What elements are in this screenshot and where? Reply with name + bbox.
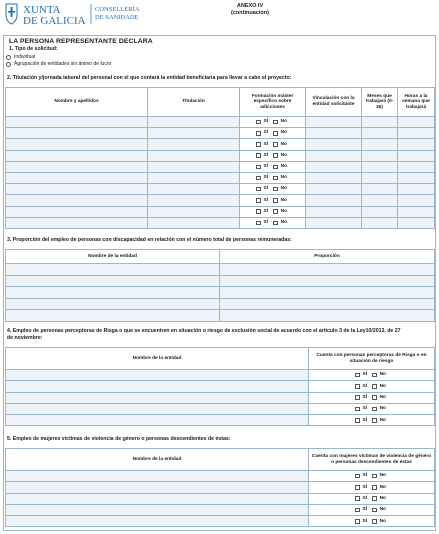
entity-field[interactable] [6,264,220,276]
yes-no-choice [310,384,433,390]
yes-label: SÍ [362,406,368,412]
svg-text:DE GALICIA: DE GALICIA [23,15,86,26]
hours-field[interactable] [398,161,435,172]
yes-checkbox[interactable] [256,187,261,192]
yes-label: SÍ [362,473,368,479]
link-field[interactable] [306,161,362,172]
radio-option-individual[interactable] [6,54,35,60]
yes-no-choice [310,418,433,424]
table-row [6,150,435,161]
yes-label: SÍ [263,208,269,214]
staff-table [5,87,435,229]
no-label: No [379,406,386,412]
table-row [6,275,435,287]
proportion-field[interactable] [220,287,435,299]
radio-button[interactable] [6,55,11,60]
months-field[interactable] [362,195,398,206]
table-row [6,370,435,381]
link-field[interactable] [306,217,362,228]
name-field[interactable] [6,117,148,128]
no-label: No [280,130,287,136]
table-row [6,161,435,172]
yes-no-choice [241,220,304,226]
annex-title: ANEXO IV [236,3,264,9]
yes-label: SÍ [263,141,269,147]
coat-of-arms-icon [6,4,17,24]
yes-checkbox[interactable] [355,474,360,479]
degree-field[interactable] [148,150,240,161]
col-header-link: Vinculación con la entidad solicitante [306,88,362,117]
master-choice [240,217,306,228]
yes-label: SÍ [263,219,269,225]
no-checkbox[interactable] [273,120,278,125]
risga-choice [309,370,435,381]
annex-subtitle: (continuación) [231,10,269,16]
months-field[interactable] [362,139,398,150]
yes-checkbox[interactable] [256,153,261,158]
yes-checkbox[interactable] [355,418,360,423]
annex-heading [220,3,280,17]
degree-field[interactable] [148,172,240,183]
degree-field[interactable] [148,217,240,228]
entity-field[interactable] [6,275,220,287]
months-field[interactable] [362,128,398,139]
yes-checkbox[interactable] [256,198,261,203]
table-row [6,392,435,403]
victims-choice [309,471,435,482]
svg-text:XUNTA: XUNTA [23,4,61,16]
name-field[interactable] [6,128,148,139]
master-choice [240,161,306,172]
no-checkbox[interactable] [372,407,377,412]
yes-checkbox[interactable] [256,142,261,147]
table-row [6,184,435,195]
no-label: No [379,518,386,524]
yes-label: SÍ [263,130,269,136]
name-field[interactable] [6,161,148,172]
no-label: No [280,219,287,225]
hours-field[interactable] [398,172,435,183]
gender-violence-table [5,448,435,527]
yes-no-choice [241,164,304,170]
section4-title-line1: 4. Empleo de personas perceptoras de Risga o que se encuentren en situación o riesgo de exclusión social de acuerdo con el artículo 3 de la Ley10/2013, de 27 [7,328,401,334]
no-label: No [280,186,287,192]
degree-field[interactable] [148,195,240,206]
link-field[interactable] [306,195,362,206]
no-label: No [379,383,386,389]
degree-field[interactable] [148,184,240,195]
table-row [6,128,435,139]
entity-field[interactable] [6,287,220,299]
yes-no-choice [310,395,433,401]
yes-no-choice [310,485,433,491]
degree-field[interactable] [148,128,240,139]
table-row [6,516,435,527]
yes-no-choice [241,198,304,204]
yes-checkbox[interactable] [355,384,360,389]
entity-field[interactable] [6,310,220,322]
no-checkbox[interactable] [372,496,377,501]
xunta-logo [3,2,173,26]
radio-option-agrupacion[interactable] [6,61,111,67]
months-field[interactable] [362,161,398,172]
months-field[interactable] [362,206,398,217]
no-checkbox[interactable] [372,395,377,400]
radio-button[interactable] [6,62,11,67]
col-header-name: Nombre y apellidos [6,88,148,117]
victims-choice [309,493,435,504]
no-checkbox[interactable] [372,485,377,490]
yes-no-choice [310,406,433,412]
table-row [6,298,435,310]
yes-label: SÍ [362,507,368,513]
yes-no-choice [241,119,304,125]
yes-label: SÍ [263,175,269,181]
col-header-hours: Horas a la semana que trabajará [398,88,435,117]
link-field[interactable] [306,172,362,183]
yes-no-choice [310,372,433,378]
yes-label: SÍ [263,197,269,203]
table-row [6,471,435,482]
name-field[interactable] [6,217,148,228]
section2-title: 2. Titulación y/jornada laboral del personal con el que contará la entidad beneficiaria para llevar a cabo el proyecto: [7,75,292,81]
table-row [6,482,435,493]
svg-text:CONSELLERÍA: CONSELLERÍA [95,6,140,13]
yes-no-choice [241,186,304,192]
col-header-entity: Nombre de la entidad [6,348,309,370]
no-checkbox[interactable] [273,221,278,226]
col-header-proportion: Proporción [220,250,435,264]
col-header-degree: Titulación [148,88,240,117]
risga-choice [309,381,435,392]
link-field[interactable] [306,150,362,161]
table-row [6,381,435,392]
link-field[interactable] [306,184,362,195]
proportion-field[interactable] [220,310,435,322]
col-header-entity: Nombre de la entidad [6,250,220,264]
table-row [6,504,435,515]
entity-field[interactable] [6,381,309,392]
yes-no-choice [241,130,304,136]
no-checkbox[interactable] [273,165,278,170]
risga-choice [309,403,435,414]
yes-checkbox[interactable] [355,407,360,412]
table-row [6,493,435,504]
yes-no-choice [310,507,433,513]
no-checkbox[interactable] [372,474,377,479]
entity-field[interactable] [6,370,309,381]
yes-no-choice [241,153,304,159]
yes-no-choice [310,519,433,525]
entity-field[interactable] [6,403,309,414]
no-checkbox[interactable] [372,418,377,423]
no-checkbox[interactable] [273,131,278,136]
no-checkbox[interactable] [273,153,278,158]
no-label: No [379,484,386,490]
no-label: No [280,208,287,214]
radio-label: Individual [14,54,36,60]
entity-field[interactable] [6,482,309,493]
no-checkbox[interactable] [372,508,377,513]
table-row [6,217,435,228]
no-checkbox[interactable] [273,198,278,203]
yes-label: SÍ [362,495,368,501]
hours-field[interactable] [398,184,435,195]
master-choice [240,184,306,195]
table-row [6,172,435,183]
yes-checkbox[interactable] [355,496,360,501]
proportion-field[interactable] [220,275,435,287]
link-field[interactable] [306,128,362,139]
no-label: No [379,495,386,501]
yes-checkbox[interactable] [256,120,261,125]
table-row [6,264,435,276]
document-header [0,0,439,30]
hours-field[interactable] [398,139,435,150]
no-label: No [280,119,287,125]
table-row [6,403,435,414]
col-header-entity: Nombre de la entidad [6,449,309,471]
victims-choice [309,516,435,527]
master-choice [240,117,306,128]
yes-checkbox[interactable] [355,373,360,378]
yes-no-choice [241,175,304,181]
section1-title: 1. Tipo de solicitud: [9,46,58,52]
yes-checkbox[interactable] [256,131,261,136]
svg-text:DE SANIDADE: DE SANIDADE [95,14,139,21]
yes-checkbox[interactable] [256,176,261,181]
victims-choice [309,504,435,515]
name-field[interactable] [6,150,148,161]
no-checkbox[interactable] [372,373,377,378]
table-row [6,310,435,322]
section4-title-line2: de noviembre: [7,335,43,341]
yes-label: SÍ [362,383,368,389]
yes-label: SÍ [362,518,368,524]
yes-label: SÍ [362,484,368,490]
yes-checkbox[interactable] [355,508,360,513]
no-checkbox[interactable] [273,142,278,147]
no-label: No [280,197,287,203]
no-label: No [280,141,287,147]
no-checkbox[interactable] [273,187,278,192]
link-field[interactable] [306,206,362,217]
hours-field[interactable] [398,117,435,128]
yes-checkbox[interactable] [355,485,360,490]
no-label: No [379,394,386,400]
hours-field[interactable] [398,217,435,228]
name-field[interactable] [6,139,148,150]
no-label: No [280,164,287,170]
hours-field[interactable] [398,206,435,217]
entity-field[interactable] [6,493,309,504]
col-header-victims: Cuenta con mujeres víctimas de violencia de género o personas descendientes de éstas [309,449,435,471]
victims-choice [309,482,435,493]
col-header-months: Meses que trabajará (0-36) [362,88,398,117]
months-field[interactable] [362,117,398,128]
degree-field[interactable] [148,139,240,150]
disability-table [5,249,435,322]
yes-label: SÍ [263,186,269,192]
yes-label: SÍ [263,164,269,170]
entity-field[interactable] [6,392,309,403]
entity-field[interactable] [6,471,309,482]
entity-field[interactable] [6,298,220,310]
yes-checkbox[interactable] [256,221,261,226]
table-row [6,415,435,426]
col-header-master: Formación máster específico sobre adicciones [240,88,306,117]
no-checkbox[interactable] [372,384,377,389]
yes-checkbox[interactable] [355,519,360,524]
proportion-field[interactable] [220,298,435,310]
table-row [6,139,435,150]
no-checkbox[interactable] [273,176,278,181]
table-row [6,195,435,206]
months-field[interactable] [362,172,398,183]
yes-label: SÍ [263,119,269,125]
yes-no-choice [241,142,304,148]
page-title: LA PERSONA REPRESENTANTE DECLARA [9,38,153,45]
no-checkbox[interactable] [273,209,278,214]
risga-choice [309,415,435,426]
yes-label: SÍ [263,152,269,158]
no-label: No [379,473,386,479]
no-label: No [280,152,287,158]
master-choice [240,195,306,206]
name-field[interactable] [6,195,148,206]
name-field[interactable] [6,172,148,183]
yes-checkbox[interactable] [256,165,261,170]
table-row [6,206,435,217]
yes-no-choice [310,473,433,479]
yes-no-choice [241,209,304,215]
yes-checkbox[interactable] [256,209,261,214]
master-choice [240,172,306,183]
proportion-field[interactable] [220,264,435,276]
months-field[interactable] [362,184,398,195]
no-checkbox[interactable] [372,519,377,524]
master-choice [240,150,306,161]
hours-field[interactable] [398,195,435,206]
hours-field[interactable] [398,128,435,139]
degree-field[interactable] [148,206,240,217]
no-label: No [379,372,386,378]
radio-label: Agrupación de entidades sin ánimo de lucro [14,61,112,67]
entity-field[interactable] [6,504,309,515]
link-field[interactable] [306,117,362,128]
master-choice [240,128,306,139]
entity-field[interactable] [6,415,309,426]
section5-title: 5. Empleo de mujeres víctimas de violencia de género o personas descendientes de éstas: [7,436,231,442]
entity-field[interactable] [6,516,309,527]
link-field[interactable] [306,139,362,150]
risga-table [5,347,435,426]
section3-title: 3. Proporción del empleo de personas con discapacidad en relación con el número total de personas remuneradas: [7,237,292,243]
name-field[interactable] [6,184,148,195]
master-choice [240,139,306,150]
risga-choice [309,392,435,403]
months-field[interactable] [362,150,398,161]
yes-no-choice [310,496,433,502]
yes-label: SÍ [362,394,368,400]
yes-label: SÍ [362,417,368,423]
months-field[interactable] [362,217,398,228]
no-label: No [379,507,386,513]
name-field[interactable] [6,206,148,217]
no-label: No [280,175,287,181]
degree-field[interactable] [148,117,240,128]
col-header-risga: Cuenta con personas perceptoras de Risga o en situación de riesgo [309,348,435,370]
hours-field[interactable] [398,150,435,161]
no-label: No [379,417,386,423]
yes-label: SÍ [362,372,368,378]
master-choice [240,206,306,217]
degree-field[interactable] [148,161,240,172]
table-row [6,287,435,299]
table-row [6,117,435,128]
yes-checkbox[interactable] [355,395,360,400]
